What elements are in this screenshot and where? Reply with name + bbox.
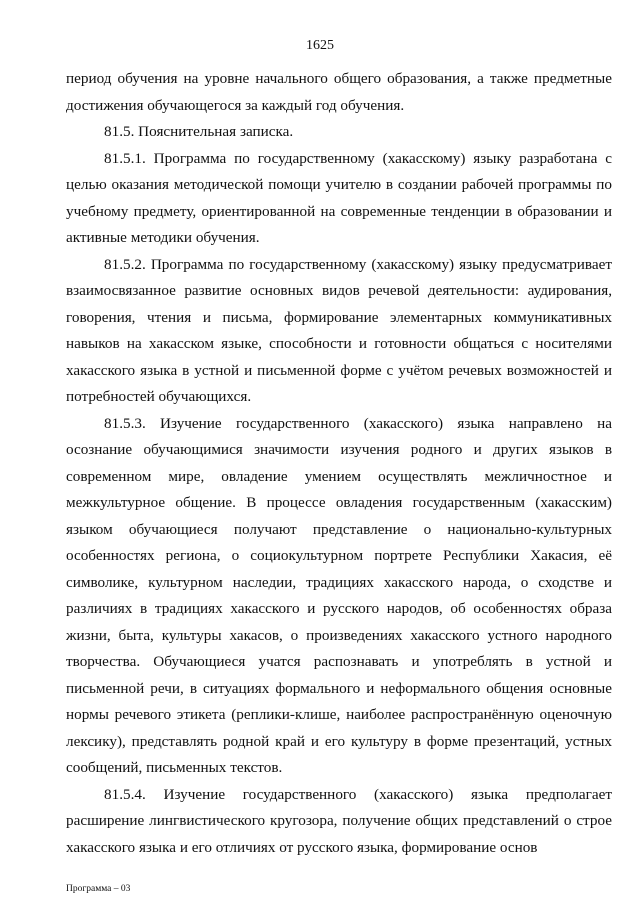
paragraph-81-5-1: 81.5.1. Программа по государственному (хакасскому) языку разработана с целью оказания методической помощи учителю в создании рабочей программы по учебному предмету, ориентированной на современные тенденции в образовании и активные методики обучения.: [66, 149, 612, 246]
document-body: [66, 66, 612, 861]
paragraph-81-5-2: 81.5.2. Программа по государственному (хакасскому) языку предусматривает взаимосвязанное развитие основных видов речевой деятельности: аудирования, говорения, чтения и письма, формирование элементарных коммуникативных навыков на хакасском языке, способности и готовности общаться с носителями хакасского языка в устной и письменной форме с учётом речевых возможностей и потребностей обучающихся.: [66, 255, 612, 405]
paragraph-81-5-4: 81.5.4. Изучение государственного (хакасского) языка предполагает расширение лингвистического кругозора, получение общих представлений о строе хакасского языка и его отличиях от русского языка, формирование основ: [66, 785, 612, 856]
page-footer: Программа – 03: [66, 884, 131, 894]
paragraph-81-5-3: 81.5.3. Изучение государственного (хакасского) языка направлено на осознание обучающимися значимости изучения родного и других языков в современном мире, овладение умением осуществлять межличностное и межкультурное общение. В процессе овладения государственным (хакасским) языком обучающиеся получают представление о национально-культурных особенностях региона, о социокультурном портрете Республики Хакасия, её символике, культурном наследии, традициях хакасского народа, о сходстве и различиях в традициях хакасского и русского народов, об особенностях образа жизни, быта, культуры хакасов, о произведениях хакасского устного народного творчества. Обучающиеся учатся распознавать и употреблять в устной и письменной речи, в ситуациях формального и неформального общения основные нормы речевого этикета (реплики-клише, наиболее распространённую оценочную лексику), представлять родной край и его культуру в форме презентаций, устных сообщений, письменных текстов.: [66, 414, 612, 776]
paragraph-continuation: период обучения на уровне начального общего образования, а также предметные достижения обучающегося за каждый год обучения.: [66, 70, 612, 114]
page-number: 1625: [306, 38, 334, 53]
paragraph-81-5-heading: 81.5. Пояснительная записка.: [104, 123, 294, 140]
